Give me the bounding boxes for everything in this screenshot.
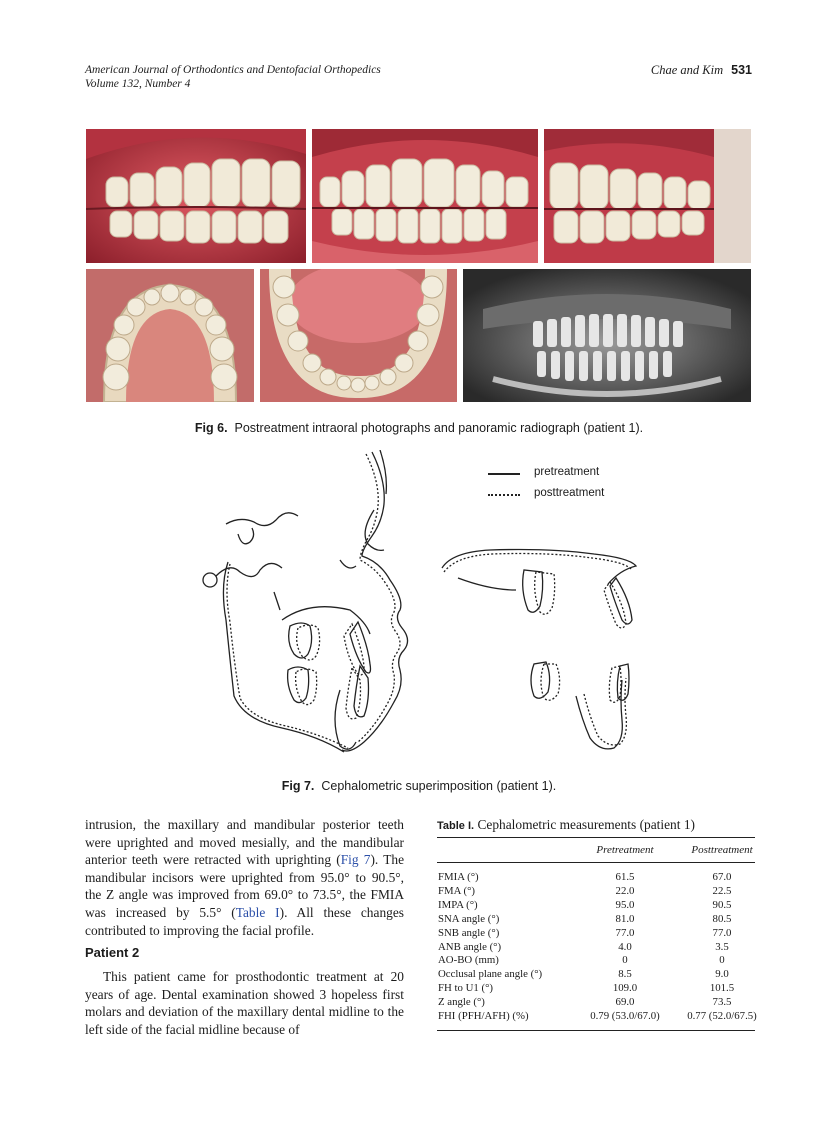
col-header-posttreatment: Posttreatment xyxy=(691,844,753,856)
measurement-cell: IMPA (°) xyxy=(438,898,478,911)
photo-left-buccal xyxy=(544,129,751,263)
pretreatment-cell: 77.0 xyxy=(615,926,635,939)
fig7-caption-text: Cephalometric superimposition (patient 1). xyxy=(321,779,557,793)
photo-right-buccal xyxy=(86,129,306,263)
lower-molar-right-pre xyxy=(531,662,550,698)
measurement-cell: FMA (°) xyxy=(438,884,476,897)
lower-incisor-right-pre xyxy=(617,664,629,700)
posttreatment-cell: 77.0 xyxy=(712,926,732,939)
body-paragraph-1 xyxy=(85,816,404,939)
measurement-cell: FH to U1 (°) xyxy=(438,982,494,995)
measurement-cell: FMIA (°) xyxy=(438,871,479,883)
legend-dotted-line xyxy=(488,494,520,496)
mandible-pre xyxy=(223,562,344,752)
table-top-rule xyxy=(437,837,755,838)
journal-name: American Journal of Orthodontics and Dentofacial Orthopedics xyxy=(85,64,381,76)
table-title-text: Cephalometric measurements (patient 1) xyxy=(477,817,695,832)
upper-molar-right-post xyxy=(535,572,555,614)
lower-molar-right-post xyxy=(541,664,560,700)
maxilla-superimposition-pre xyxy=(442,550,636,585)
legend-solid-line xyxy=(488,473,520,475)
page-number: 531 xyxy=(731,63,752,77)
measurement-cell: ANB angle (°) xyxy=(438,940,502,953)
fig7-link[interactable]: Fig 7 xyxy=(340,852,371,868)
table-row xyxy=(437,885,755,897)
sella xyxy=(238,528,254,544)
table-row xyxy=(437,996,755,1008)
mandibular-molar-post xyxy=(296,669,317,705)
condyle xyxy=(203,573,217,587)
table-row xyxy=(437,982,755,994)
table-row xyxy=(437,954,755,966)
panoramic-radiograph xyxy=(463,269,751,402)
measurement-cell: Z angle (°) xyxy=(438,996,485,1009)
pretreatment-cell: 61.5 xyxy=(615,871,635,883)
running-header-left xyxy=(85,63,381,91)
fig6-caption-text: Postreatment intraoral photographs and panoramic radiograph (patient 1). xyxy=(234,421,644,435)
measurement-cell: SNB angle (°) xyxy=(438,926,500,939)
journal-volume: Volume 132, Number 4 xyxy=(85,78,191,90)
posttreatment-cell: 0 xyxy=(719,954,725,967)
cranial-base xyxy=(226,513,298,526)
posttreatment-cell: 80.5 xyxy=(712,912,732,925)
table-row xyxy=(437,941,755,953)
table-bottom-rule xyxy=(437,1030,755,1031)
cephalometric-tracing xyxy=(190,450,660,780)
posttreatment-cell: 90.5 xyxy=(712,898,732,911)
mandible-superimposition-pre xyxy=(576,680,622,749)
mandibular-molar-pre xyxy=(288,667,309,703)
pretreatment-cell: 0 xyxy=(622,954,628,967)
table-row xyxy=(437,1010,755,1022)
fig7-caption xyxy=(0,779,838,793)
mandible-post xyxy=(227,564,348,748)
pretreatment-cell: 69.0 xyxy=(615,996,635,1009)
posttreatment-cell: 73.5 xyxy=(712,996,732,1009)
section-heading-patient-2: Patient 2 xyxy=(85,945,140,960)
para1-text-a: intrusion, the maxillary and mandibular posterior teeth were uprighted and moved mesially, and the mandibular anterior teeth were retracted with uprighting ( xyxy=(85,817,404,868)
posttreatment-cell: 67.0 xyxy=(712,871,732,883)
table-title xyxy=(437,817,695,833)
maxilla-outline xyxy=(282,607,370,634)
posttreatment-cell: 22.5 xyxy=(712,884,732,897)
table-row xyxy=(437,899,755,911)
symphysis xyxy=(335,690,356,749)
running-header-right xyxy=(651,63,752,77)
table-row xyxy=(437,913,755,925)
legend-pretreatment: pretreatment xyxy=(534,466,600,478)
pretreatment-cell: 4.0 xyxy=(618,940,632,953)
pretreatment-cell: 0.79 (53.0/67.0) xyxy=(590,1010,660,1022)
pretreatment-cell: 8.5 xyxy=(618,968,632,981)
measurement-cell: AO-BO (mm) xyxy=(438,954,499,967)
measurement-cell: Occlusal plane angle (°) xyxy=(438,968,543,981)
fig7-label: Fig 7. xyxy=(281,779,315,793)
pretreatment-cell: 81.0 xyxy=(615,912,635,925)
body-paragraph-2 xyxy=(85,968,404,1038)
author-names: Chae and Kim xyxy=(650,63,724,77)
table-header-rule xyxy=(437,862,755,863)
upper-molar-right-pre xyxy=(523,570,543,612)
pretreatment-cell: 22.0 xyxy=(615,884,635,897)
lower-incisor-pre xyxy=(354,666,369,717)
measurement-cell: SNA angle (°) xyxy=(438,912,500,925)
posttreatment-cell: 101.5 xyxy=(709,982,735,995)
orbit xyxy=(340,560,356,568)
soft-tissue-profile-pre xyxy=(342,452,408,751)
table-row xyxy=(437,871,755,883)
measurement-cell: FHI (PFH/AFH) (%) xyxy=(438,1010,529,1022)
maxilla-superimposition-post xyxy=(444,554,632,573)
fig6-caption xyxy=(0,421,838,435)
para2-text: This patient came for prosthodontic treatment at 20 years of age. Dental examination showed 3 hopeless first molars and deviation of the maxillary dental midline to the left side of the facial midline because of xyxy=(85,969,404,1037)
para1-text-c: ). All these changes contributed to improving the facial profile. xyxy=(85,904,404,938)
fig6-label: Fig 6. xyxy=(194,421,228,435)
mandible-superimposition-post xyxy=(584,678,626,745)
table-label: Table I. xyxy=(437,820,475,832)
photo-frontal xyxy=(312,129,538,263)
posttreatment-cell: 9.0 xyxy=(715,968,729,981)
soft-tissue-profile-post xyxy=(358,454,400,742)
table-row xyxy=(437,927,755,939)
col-header-pretreatment: Pretreatment xyxy=(596,844,654,856)
para1-text-b: ). The mandibular incisors were uprighted from 95.0° to 90.5°, the Z angle was improved from 69.0° to 73.5°, the FMIA was increased by 5.5° ( xyxy=(85,852,405,920)
legend-posttreatment: posttreatment xyxy=(534,487,605,499)
table1-link[interactable]: Table I xyxy=(235,904,280,920)
occlusal-plane xyxy=(274,592,280,610)
table-row xyxy=(437,968,755,980)
photo-mandibular-occlusal xyxy=(260,269,457,402)
posttreatment-cell: 0.77 (52.0/67.5) xyxy=(687,1010,757,1022)
posttreatment-cell: 3.5 xyxy=(715,940,729,953)
photo-maxillary-occlusal xyxy=(86,269,254,402)
palate-line xyxy=(458,578,516,590)
pretreatment-cell: 109.0 xyxy=(612,982,638,995)
pretreatment-cell: 95.0 xyxy=(615,898,635,911)
